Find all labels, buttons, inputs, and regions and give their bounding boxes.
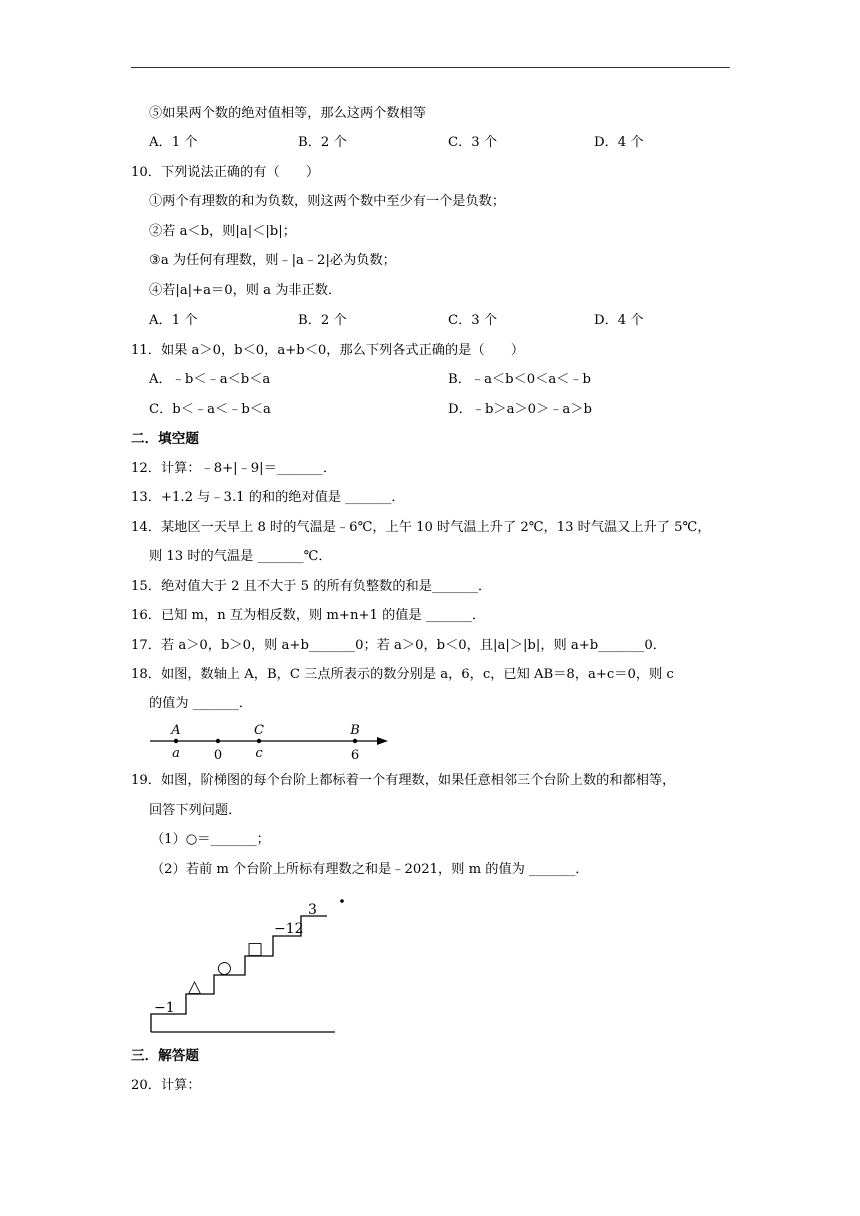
q10-item-1: ①两个有理数的和为负数，则这两个数中至少有一个是负数； [149,194,506,209]
q17: 17．若 a＞0，b＞0，则 a+b_______0；若 a＞0，b＜0，且|a|＞|b|，则 a+b_______0． [131,638,666,653]
q19-line-2: 回答下列问题． [149,803,242,818]
step-5-value: −12 [274,921,304,937]
point-b-dot [353,739,357,743]
q18-line-2: 的值为 _______． [149,696,253,711]
point-c-dot [257,739,261,743]
step-4-square-icon: □ [247,939,264,959]
step-3-circle-icon: ○ [217,958,232,978]
q10-option-a: A．1 个 [149,313,198,328]
q20-stem: 20．计算： [131,1078,201,1093]
step-6-value: 3 [308,902,317,918]
point-c-value: c [255,746,263,761]
q19-part-2: （2）若前 m 个台阶上所标有理数之和是﹣2021，则 m 的值为 _______． [151,862,589,877]
step-1-value: −1 [154,1000,175,1016]
staircase-figure [146,885,346,1037]
q11-option-b: B．﹣a＜b＜0＜a＜﹣b [448,372,592,387]
q10-item-3: ③a 为任何有理数，则﹣|a﹣2|必为负数； [149,253,396,268]
q10-option-b: B．2 个 [298,313,347,328]
q9-option-d: D．4 个 [594,135,644,150]
origin-value: 0 [213,748,223,762]
q11-stem: 11．如果 a＞0，b＜0，a+b＜0，那么下列各式正确的是（ ） [131,343,525,358]
q9-item-5: ⑤如果两个数的绝对值相等，那么这两个数相等 [149,106,426,121]
point-a-label: A [171,723,181,738]
q9-option-a: A．1 个 [149,135,198,150]
q9-option-b: B．2 个 [298,135,347,150]
section-heading-fill-in: 二．填空题 [131,431,199,447]
point-b-label: B [350,723,360,738]
q10-stem: 10．下列说法正确的有（ ） [131,165,320,180]
q19-line-1: 19．如图，阶梯图的每个台阶上都标着一个有理数，如果任意相邻三个台阶上数的和都相等， [131,773,676,788]
q10-option-d: D．4 个 [594,313,644,328]
point-a-dot [174,739,178,743]
q9-option-c: C．3 个 [448,135,498,150]
point-c-label: C [254,723,264,738]
q10-item-4: ④若|a|+a＝0，则 a 为非正数． [149,283,342,298]
point-a-value: a [172,746,180,761]
point-origin-dot [216,739,220,743]
section-heading-solutions: 三．解答题 [131,1048,199,1064]
staircase-ellipsis-icon [340,889,346,903]
q14-line-2: 则 13 时的气温是 _______℃． [149,549,332,564]
q11-option-d: D．﹣b＞a＞0＞﹣a＞b [448,402,592,417]
q16: 16．已知 m，n 互为相反数，则 m+n+1 的值是 _______． [131,608,486,623]
number-line-arrow [377,737,388,745]
q12: 12．计算：﹣8+|﹣9|＝_______． [131,461,337,476]
q11-option-c: C．b＜﹣a＜﹣b＜a [149,402,271,417]
q19-part-1: （1）○＝_______； [151,832,270,847]
point-b-value: 6 [350,748,360,762]
q14-line-1: 14．某地区一天早上 8 时的气温是﹣6℃，上午 10 时气温上升了 2℃，13 时气温又上升了 5℃， [131,520,711,535]
q10-item-2: ②若 a＜b，则|a|＜|b|； [149,224,296,239]
q15: 15．绝对值大于 2 且不大于 5 的所有负整数的和是_______． [131,579,492,594]
q13: 13．+1.2 与﹣3.1 的和的绝对值是 _______． [131,490,405,505]
number-line-figure [146,720,396,762]
q10-option-c: C．3 个 [448,313,498,328]
header-rule [131,67,730,68]
q18-line-1: 18．如图，数轴上 A，B，C 三点所表示的数分别是 a，6，c，已知 AB＝8，a+c＝0，则 c [131,667,674,682]
q11-option-a: A．﹣b＜﹣a＜b＜a [149,372,271,387]
step-2-triangle-icon: △ [188,977,202,997]
